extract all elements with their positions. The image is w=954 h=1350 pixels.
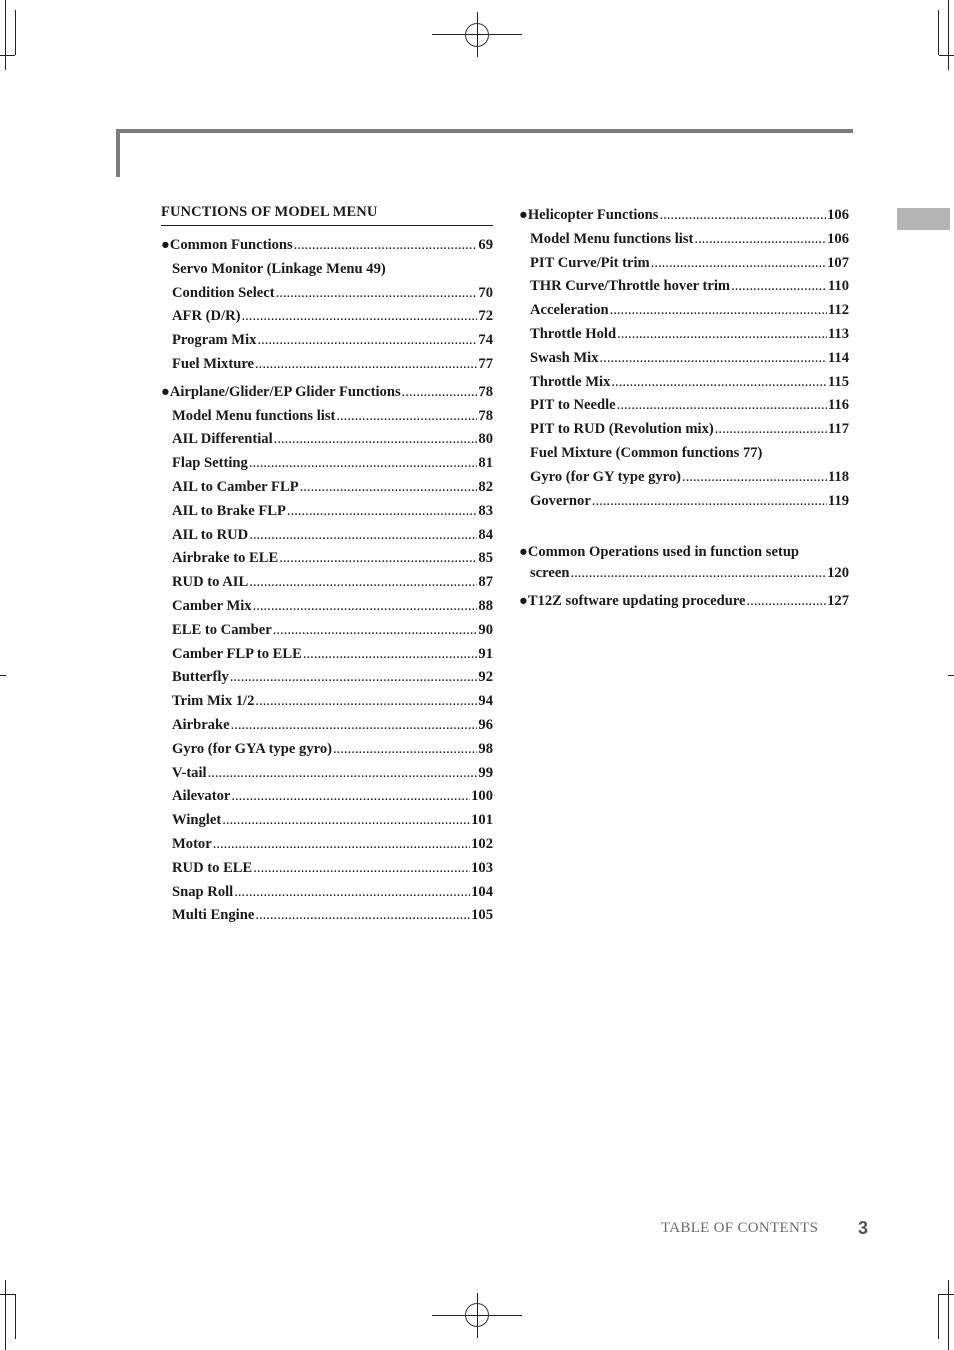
- toc-right-column: [519, 204, 849, 614]
- page-number: 3: [858, 1218, 869, 1238]
- toc-left-column: [161, 204, 493, 928]
- toc-entry[interactable]: Governor ..... 119: [519, 490, 849, 514]
- toc-group-helicopter[interactable]: ●Helicopter Functions ..... 106: [519, 204, 849, 228]
- toc-entry[interactable]: THR Curve/Throttle hover trim ..... 110: [519, 275, 849, 299]
- toc-group-common[interactable]: ●Common Functions ..... 69: [161, 234, 493, 258]
- toc-entry[interactable]: Servo Monitor (Linkage Menu 49): [172, 260, 386, 277]
- footer-section-label: TABLE OF CONTENTS: [661, 1220, 819, 1236]
- toc-entry[interactable]: PIT to RUD (Revolution mix) ..... 117: [519, 418, 849, 442]
- toc-entry[interactable]: Trim Mix 1/2 ..... 94: [161, 690, 493, 714]
- toc-entry[interactable]: PIT to Needle ..... 116: [519, 394, 849, 418]
- toc-entry[interactable]: Motor ..... 102: [161, 833, 493, 857]
- toc-t12z-update[interactable]: ●T12Z software updating procedure ..... 127: [519, 590, 849, 614]
- toc-common-operations[interactable]: ●Common Operations used in function setup: [519, 544, 800, 561]
- toc-entry[interactable]: AFR (D/R) ..... 72: [161, 305, 493, 329]
- toc-entry[interactable]: Multi Engine ..... 105: [161, 904, 493, 928]
- toc-entry[interactable]: Acceleration ..... 112: [519, 299, 849, 323]
- toc-entry[interactable]: Camber FLP to ELE ..... 91: [161, 643, 493, 667]
- toc-group-airplane[interactable]: ●Airplane/Glider/EP Glider Functions ..... 78: [161, 381, 493, 405]
- toc-entry[interactable]: Snap Roll ..... 104: [161, 881, 493, 905]
- toc-entry[interactable]: Butterfly ..... 92: [161, 666, 493, 690]
- toc-entry[interactable]: Condition Select ..... 70: [161, 282, 493, 306]
- section-tab: [897, 208, 950, 230]
- toc-entry[interactable]: Swash Mix ..... 114: [519, 347, 849, 371]
- toc-entry[interactable]: AIL to Camber FLP ..... 82: [161, 476, 493, 500]
- header-rule-left: [116, 129, 120, 177]
- toc-entry[interactable]: AIL to Brake FLP ..... 83: [161, 500, 493, 524]
- toc-entry[interactable]: Flap Setting ..... 81: [161, 452, 493, 476]
- toc-entry[interactable]: Throttle Mix ..... 115: [519, 371, 849, 395]
- toc-entry[interactable]: RUD to ELE ..... 103: [161, 857, 493, 881]
- toc-entry[interactable]: Gyro (for GYA type gyro) ..... 98: [161, 738, 493, 762]
- toc-common-operations-cont[interactable]: screen ..... 120: [519, 562, 849, 586]
- toc-entry[interactable]: Fuel Mixture (Common functions 77): [530, 444, 763, 461]
- toc-entry[interactable]: Fuel Mixture ..... 77: [161, 353, 493, 377]
- toc-entry[interactable]: Winglet ..... 101: [161, 809, 493, 833]
- header-rule: [116, 129, 853, 133]
- toc-entry[interactable]: V-tail ..... 99: [161, 762, 493, 786]
- toc-entry[interactable]: Gyro (for GY type gyro) ..... 118: [519, 466, 849, 490]
- toc-entry[interactable]: PIT Curve/Pit trim ..... 107: [519, 252, 849, 276]
- toc-entry[interactable]: Ailevator ..... 100: [161, 785, 493, 809]
- toc-entry[interactable]: Airbrake to ELE ..... 85: [161, 547, 493, 571]
- toc-entry[interactable]: ELE to Camber ..... 90: [161, 619, 493, 643]
- toc-entry[interactable]: Model Menu functions list ..... 106: [519, 228, 849, 252]
- toc-entry[interactable]: AIL to RUD ..... 84: [161, 524, 493, 548]
- toc-entry[interactable]: RUD to AIL ..... 87: [161, 571, 493, 595]
- toc-entry[interactable]: Model Menu functions list ..... 78: [161, 405, 493, 429]
- toc-entry[interactable]: AIL Differential ..... 80: [161, 428, 493, 452]
- toc-entry[interactable]: Camber Mix ..... 88: [161, 595, 493, 619]
- section-heading: FUNCTIONS OF MODEL MENU: [161, 204, 493, 226]
- toc-entry[interactable]: Airbrake ..... 96: [161, 714, 493, 738]
- toc-entry[interactable]: Throttle Hold ..... 113: [519, 323, 849, 347]
- toc-entry[interactable]: Program Mix ..... 74: [161, 329, 493, 353]
